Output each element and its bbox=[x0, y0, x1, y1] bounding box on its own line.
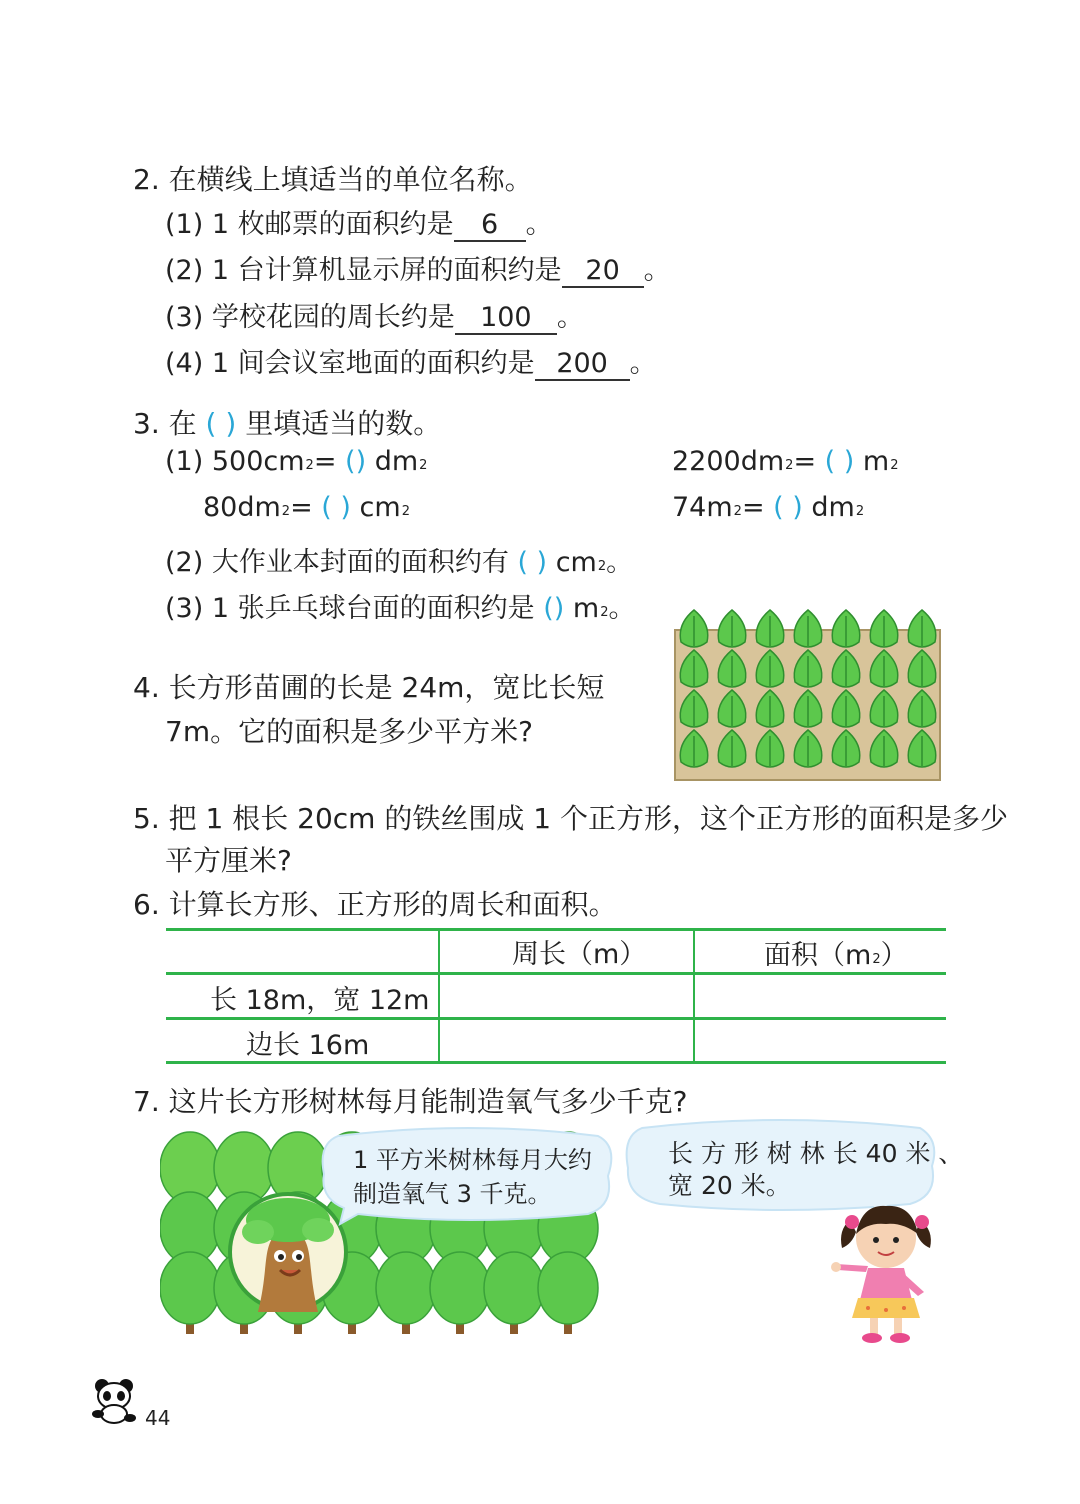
panda-icon bbox=[90, 1376, 138, 1426]
q3-answer-1[interactable]: () bbox=[345, 446, 367, 477]
perimeter-area-table bbox=[166, 928, 946, 1064]
q3-answer-5[interactable]: ( ) bbox=[517, 547, 548, 578]
row-rectangle: 长 18m，宽 12m bbox=[210, 985, 430, 1016]
q3-conv-4: $74m^2=$ ( ) $dm^2$ bbox=[672, 492, 865, 523]
q3-item-3: (3) 1 张乒乓球台面的面积约是 () $m^2$。 bbox=[165, 593, 636, 624]
q5-line-1: 5. 把 1 根长 20cm 的铁丝围成 1 个正方形，这个正方形的面积是多少 bbox=[133, 802, 1008, 835]
q2-item-3: (3) 学校花园的周长约是 100 。 bbox=[165, 302, 584, 333]
q2-blank-4[interactable]: 200 bbox=[535, 349, 630, 381]
page-number: 44 bbox=[145, 1406, 171, 1430]
q3-item-2: (2) 大作业本封面的面积约有 ( ) $cm^2$。 bbox=[165, 547, 634, 578]
bubble-2-line-2: 宽 20 米。 bbox=[668, 1171, 791, 1200]
q2-title: 2. 在横线上填适当的单位名称。 bbox=[133, 163, 533, 196]
bubble-2-line-1: 长 方 形 树 林 长 40 米 、 bbox=[668, 1139, 964, 1168]
q6-title: 6. 计算长方形、正方形的周长和面积。 bbox=[133, 888, 617, 921]
q3-answer-3[interactable]: ( ) bbox=[321, 492, 351, 523]
q3-answer-2[interactable]: ( ) bbox=[824, 446, 855, 477]
girl-character bbox=[828, 1200, 948, 1346]
bubble-1-line-1: 1 平方米树林每月大约 bbox=[353, 1146, 592, 1174]
nursery-illustration bbox=[672, 608, 944, 784]
q5-line-2: 平方厘米? bbox=[165, 844, 292, 877]
tree-crown bbox=[430, 1252, 490, 1324]
q7-title: 7. 这片长方形树林每月能制造氧气多少千克? bbox=[133, 1085, 688, 1118]
tree-crown bbox=[538, 1252, 598, 1324]
q4-line-2: 7m。它的面积是多少平方米? bbox=[165, 715, 533, 748]
q3-answer-4[interactable]: ( ) bbox=[773, 492, 803, 523]
cell-rect-perimeter[interactable] bbox=[441, 975, 691, 1015]
q2-blank-2[interactable]: 20 bbox=[562, 256, 644, 288]
q2-blank-1[interactable]: 6 bbox=[454, 210, 526, 242]
q3-conv-1: (1) $500cm^2=$ () $dm^2$ bbox=[165, 446, 428, 477]
cell-square-area[interactable] bbox=[696, 1020, 944, 1060]
q2-item-2: (2) 1 台计算机显示屏的面积约是 20 。 bbox=[165, 255, 671, 286]
tree-crown bbox=[484, 1252, 544, 1324]
q4-line-1: 4. 长方形苗圃的长是 24m，宽比长短 bbox=[133, 671, 605, 704]
header-area: 面积$(m^2)$ bbox=[764, 940, 908, 971]
q2-item-1: (1) 1 枚邮票的面积约是 6 。 bbox=[165, 209, 553, 240]
row-square: 边长 16m bbox=[246, 1030, 370, 1061]
q3-title: 3. 在 ( ) 里填适当的数。 bbox=[133, 407, 442, 440]
q3-conv-3: $80dm^2=$ ( ) $cm^2$ bbox=[203, 492, 410, 523]
q2-blank-3[interactable]: 100 bbox=[455, 303, 557, 335]
cell-square-perimeter[interactable] bbox=[441, 1020, 691, 1060]
q2-item-4: (4) 1 间会议室地面的面积约是 200 。 bbox=[165, 348, 657, 379]
header-perimeter: 周长（m） bbox=[512, 939, 647, 970]
q3-answer-6[interactable]: () bbox=[543, 593, 565, 624]
cell-rect-area[interactable] bbox=[696, 975, 944, 1015]
q3-conv-2: $2200dm^2=$ ( ) $m^2$ bbox=[672, 446, 899, 477]
tree-crown bbox=[376, 1252, 436, 1324]
bubble-1-line-2: 制造氧气 3 千克。 bbox=[353, 1180, 552, 1208]
q3-title-paren: ( ) bbox=[205, 407, 237, 440]
tree-crown bbox=[160, 1252, 220, 1324]
